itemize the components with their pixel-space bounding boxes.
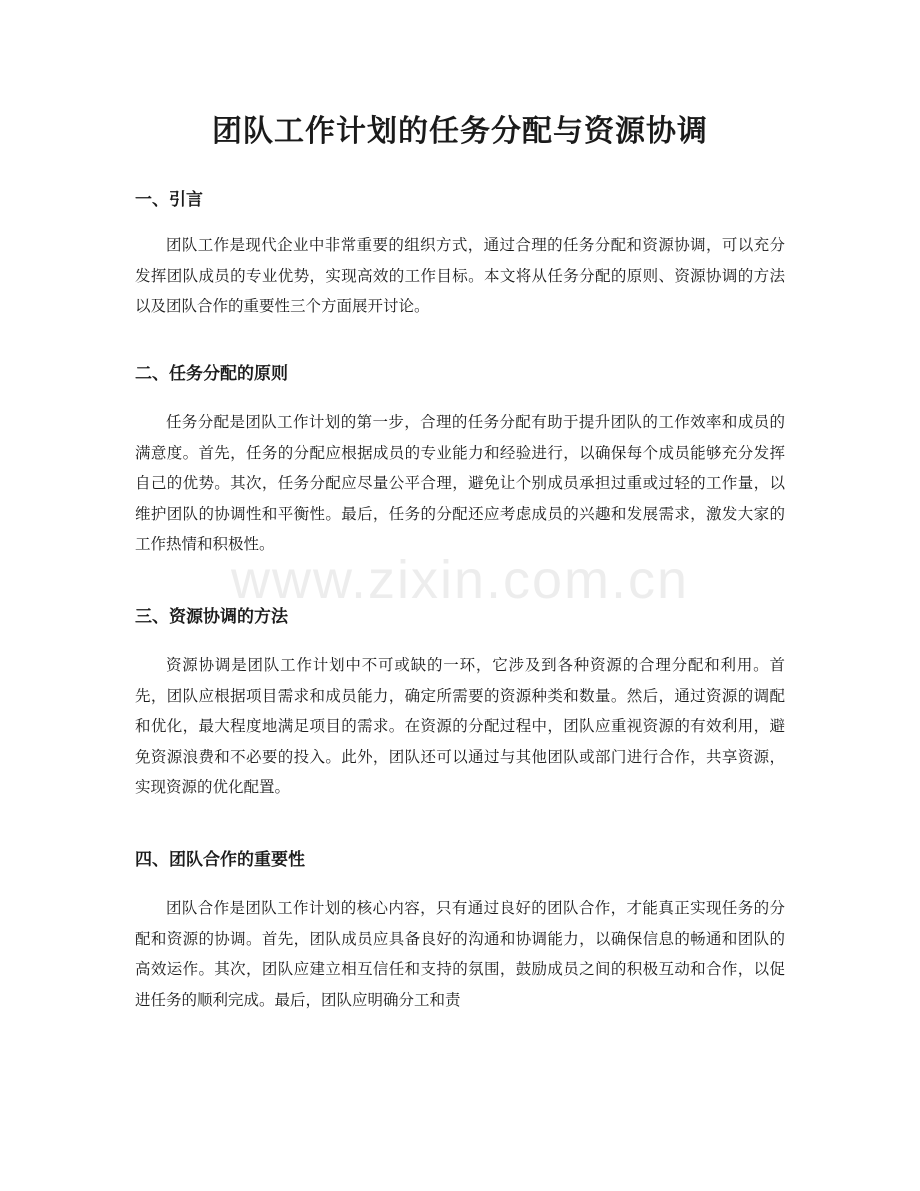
section-paragraph: 团队合作是团队工作计划的核心内容，只有通过良好的团队合作，才能真正实现任务的分配和资源的协调。首先，团队成员应具备良好的沟通和协调能力，以确保信息的畅通和团队的高效运作。其次，团队应建立相互信任和支持的氛围，鼓励成员之间的积极互动和合作，以促进任务的顺利完成。最后，团队应明确分工和责 [135,899,785,1009]
watermark-text: www.zixin.com.cn [230,550,690,610]
document-title: 团队工作计划的任务分配与资源协调 [212,114,708,149]
section-heading: 二、任务分配的原则 [135,364,288,384]
section-paragraph: 团队工作是现代企业中非常重要的组织方式，通过合理的任务分配和资源协调，可以充分发挥团队成员的专业优势，实现高效的工作目标。本文将从任务分配的原则、资源协调的方法以及团队合作的重要性三个方面展开讨论。 [135,236,785,315]
section-paragraph: 资源协调是团队工作计划中不可或缺的一环，它涉及到各种资源的合理分配和利用。首先，团队应根据项目需求和成员能力，确定所需要的资源种类和数量。然后，通过资源的调配和优化，最大程度地满足项目的需求。在资源的分配过程中，团队应重视资源的有效利用，避免资源浪费和不必要的投入。此外，团队还可以通过与其他团队或部门进行合作，共享资源，实现资源的优化配置。 [135,656,785,796]
section-heading: 三、资源协调的方法 [135,607,288,627]
section-introduction [135,186,785,322]
section-paragraph: 任务分配是团队工作计划的第一步，合理的任务分配有助于提升团队的工作效率和成员的满意度。首先，任务的分配应根据成员的专业能力和经验进行，以确保每个成员能够充分发挥自己的优势。其次，任务分配应尽量公平合理，避免让个别成员承担过重或过轻的工作量，以维护团队的协调性和平衡性。最后，任务的分配还应考虑成员的兴趣和发展需求，激发大家的工作热情和积极性。 [135,413,785,553]
section-team-collaboration [135,846,785,1015]
section-heading: 四、团队合作的重要性 [135,850,305,870]
section-heading: 一、引言 [135,190,203,210]
section-resource-coordination [135,603,785,803]
section-task-allocation [135,360,785,560]
